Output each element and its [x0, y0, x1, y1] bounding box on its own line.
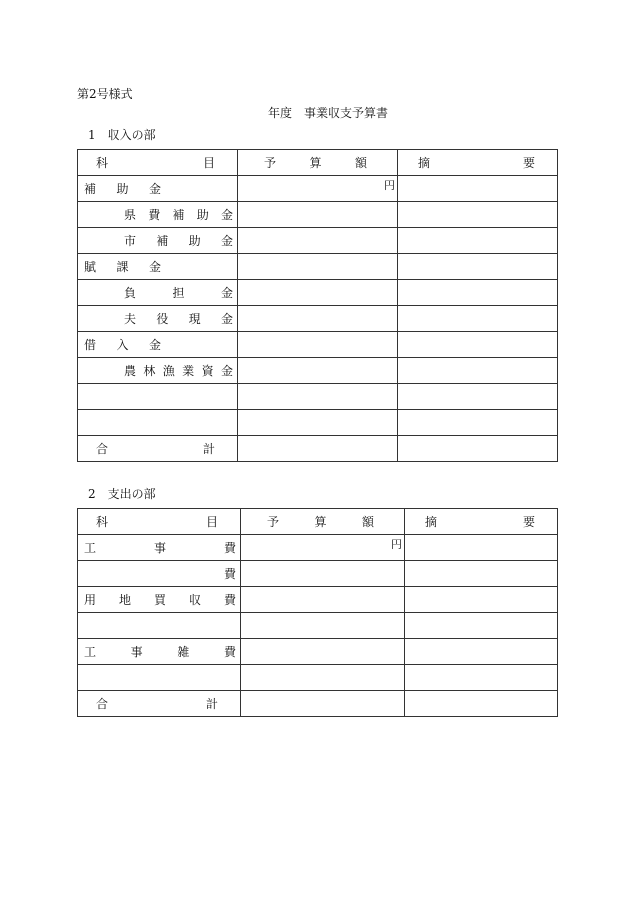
table-row — [78, 613, 558, 639]
yen-unit-label: 円 — [391, 538, 402, 551]
table-row — [78, 384, 558, 410]
cell-char: 助 — [196, 208, 209, 222]
cell-char: 賦 — [84, 260, 97, 274]
cell-text — [78, 258, 237, 275]
cell-char: 費 — [148, 208, 161, 222]
amount-cell[interactable] — [241, 691, 405, 717]
income-table — [77, 149, 558, 462]
cell-char: 金 — [148, 338, 161, 352]
subject-cell[interactable] — [78, 176, 238, 202]
remarks-cell[interactable] — [405, 665, 558, 691]
amount-cell[interactable] — [238, 306, 398, 332]
cell-char: 負 — [124, 286, 137, 300]
table-row — [78, 202, 558, 228]
cell-char: 雑 — [177, 645, 190, 659]
expense-table — [77, 508, 558, 717]
remarks-cell[interactable] — [405, 613, 558, 639]
remarks-cell[interactable] — [398, 202, 558, 228]
cell-char: 役 — [156, 312, 169, 326]
table-row — [78, 691, 558, 717]
cell-text — [78, 695, 240, 712]
cell-text — [241, 513, 404, 530]
remarks-cell[interactable] — [405, 561, 558, 587]
cell-char: 額 — [361, 515, 374, 529]
cell-char: 金 — [220, 234, 233, 248]
cell-text — [78, 232, 237, 249]
table-row — [78, 228, 558, 254]
cell-char: 計 — [205, 697, 218, 711]
remarks-cell[interactable] — [398, 384, 558, 410]
cell-text — [78, 591, 240, 608]
cell-char: 摘 — [418, 156, 431, 170]
header-subject — [78, 509, 241, 535]
remarks-cell[interactable] — [398, 306, 558, 332]
amount-cell[interactable] — [238, 384, 398, 410]
remarks-cell[interactable] — [398, 280, 558, 306]
amount-cell[interactable] — [238, 228, 398, 254]
cell-char: 金 — [220, 208, 233, 222]
cell-text — [78, 206, 237, 223]
cell-text — [78, 180, 237, 197]
cell-char: 合 — [96, 697, 109, 711]
table-row — [78, 176, 558, 202]
cell-text — [78, 336, 237, 353]
subject-cell[interactable] — [78, 535, 241, 561]
amount-cell[interactable] — [238, 332, 398, 358]
remarks-cell[interactable] — [398, 228, 558, 254]
cell-char: 業 — [182, 364, 195, 378]
subject-cell[interactable] — [78, 436, 238, 462]
subject-cell[interactable] — [78, 358, 238, 384]
cell-char: 市 — [124, 234, 137, 248]
cell-char: 工 — [84, 541, 97, 555]
cell-char: 金 — [220, 364, 233, 378]
subject-cell[interactable] — [78, 228, 238, 254]
cell-char: 目 — [205, 515, 218, 529]
remarks-cell[interactable] — [398, 332, 558, 358]
form-number: 第2号様式 — [77, 87, 133, 101]
cell-text — [78, 643, 240, 660]
subject-cell[interactable] — [78, 384, 238, 410]
amount-cell[interactable] — [241, 613, 405, 639]
cell-char: 農 — [124, 364, 137, 378]
cell-char: 担 — [172, 286, 185, 300]
table-row — [78, 587, 558, 613]
remarks-cell[interactable] — [405, 535, 558, 561]
cell-char: 県 — [124, 208, 137, 222]
cell-char: 金 — [148, 260, 161, 274]
cell-char: 工 — [84, 645, 97, 659]
header-subject — [78, 150, 238, 176]
cell-char: 助 — [116, 182, 129, 196]
subject-cell[interactable] — [78, 691, 241, 717]
subject-cell[interactable] — [78, 306, 238, 332]
cell-char: 計 — [202, 442, 215, 456]
income-table-body — [78, 150, 558, 462]
cell-text — [78, 513, 240, 530]
cell-char: 補 — [156, 234, 169, 248]
subject-cell[interactable] — [78, 587, 241, 613]
cell-char: 課 — [116, 260, 129, 274]
cell-char: 摘 — [425, 515, 438, 529]
document-title: 年度 事業収支予算書 — [268, 106, 389, 120]
cell-char: 補 — [172, 208, 185, 222]
table-row — [78, 665, 558, 691]
table-row — [78, 410, 558, 436]
table-row — [78, 254, 558, 280]
cell-text — [78, 284, 237, 301]
amount-cell[interactable] — [238, 202, 398, 228]
yen-unit-label: 円 — [384, 179, 395, 192]
cell-text — [78, 539, 240, 556]
cell-char: 事 — [153, 541, 166, 555]
cell-char: 助 — [188, 234, 201, 248]
cell-char: 予 — [264, 156, 277, 170]
cell-char: 補 — [84, 182, 97, 196]
subject-cell[interactable] — [78, 639, 241, 665]
cell-char: 目 — [202, 156, 215, 170]
header-remarks — [405, 509, 558, 535]
cell-char: 金 — [148, 182, 161, 196]
cell-char: 買 — [153, 593, 166, 607]
amount-cell[interactable] — [241, 535, 405, 561]
header-row — [78, 150, 558, 176]
remarks-cell[interactable] — [398, 176, 558, 202]
cell-char: 算 — [309, 156, 322, 170]
cell-char: 費 — [223, 567, 236, 581]
table-row — [78, 639, 558, 665]
cell-char: 現 — [188, 312, 201, 326]
remarks-cell[interactable] — [405, 639, 558, 665]
cell-text — [78, 565, 240, 582]
amount-cell[interactable] — [238, 436, 398, 462]
cell-char: 林 — [143, 364, 156, 378]
cell-text — [78, 310, 237, 327]
cell-char: 費 — [223, 541, 236, 555]
cell-char: 費 — [223, 593, 236, 607]
amount-cell[interactable] — [238, 280, 398, 306]
cell-char: 資 — [201, 364, 214, 378]
cell-char: 費 — [223, 645, 236, 659]
table-row — [78, 561, 558, 587]
subject-cell[interactable] — [78, 561, 241, 587]
subject-cell[interactable] — [78, 202, 238, 228]
subject-cell[interactable] — [78, 280, 238, 306]
header-row — [78, 509, 558, 535]
amount-cell[interactable] — [241, 561, 405, 587]
table-row — [78, 358, 558, 384]
cell-text — [78, 440, 237, 457]
expense-table-body — [78, 509, 558, 717]
table-row — [78, 535, 558, 561]
amount-cell[interactable] — [238, 358, 398, 384]
remarks-cell[interactable] — [398, 410, 558, 436]
table-row — [78, 436, 558, 462]
remarks-cell[interactable] — [398, 436, 558, 462]
expense-section-heading: 2 支出の部 — [88, 487, 156, 501]
cell-char: 借 — [84, 338, 97, 352]
cell-text — [78, 154, 237, 171]
cell-text — [398, 154, 557, 171]
cell-char: 漁 — [162, 364, 175, 378]
cell-char: 科 — [96, 515, 109, 529]
subject-cell[interactable] — [78, 254, 238, 280]
amount-cell[interactable] — [238, 254, 398, 280]
cell-char: 夫 — [124, 312, 137, 326]
subject-cell[interactable] — [78, 332, 238, 358]
subject-cell[interactable] — [78, 665, 241, 691]
amount-cell[interactable] — [241, 587, 405, 613]
amount-cell[interactable] — [238, 176, 398, 202]
cell-char: 予 — [267, 515, 280, 529]
cell-char: 地 — [118, 593, 131, 607]
income-section-heading: 1 収入の部 — [88, 128, 156, 142]
subject-cell[interactable] — [78, 410, 238, 436]
subject-cell[interactable] — [78, 613, 241, 639]
cell-text — [78, 362, 237, 379]
amount-cell[interactable] — [241, 665, 405, 691]
header-amount — [241, 509, 405, 535]
remarks-cell[interactable] — [405, 691, 558, 717]
remarks-cell[interactable] — [405, 587, 558, 613]
header-remarks — [398, 150, 558, 176]
cell-char: 科 — [96, 156, 109, 170]
cell-char: 金 — [220, 312, 233, 326]
cell-char: 要 — [522, 156, 535, 170]
header-amount — [238, 150, 398, 176]
cell-char: 収 — [188, 593, 201, 607]
cell-char: 合 — [96, 442, 109, 456]
remarks-cell[interactable] — [398, 254, 558, 280]
table-row — [78, 280, 558, 306]
cell-char: 金 — [220, 286, 233, 300]
cell-char: 事 — [130, 645, 143, 659]
cell-char: 額 — [354, 156, 367, 170]
cell-text — [238, 154, 397, 171]
cell-char: 用 — [84, 593, 97, 607]
cell-char: 入 — [116, 338, 129, 352]
table-row — [78, 332, 558, 358]
cell-char: 要 — [522, 515, 535, 529]
amount-cell[interactable] — [238, 410, 398, 436]
remarks-cell[interactable] — [398, 358, 558, 384]
amount-cell[interactable] — [241, 639, 405, 665]
cell-text — [405, 513, 557, 530]
cell-char: 算 — [314, 515, 327, 529]
table-row — [78, 306, 558, 332]
